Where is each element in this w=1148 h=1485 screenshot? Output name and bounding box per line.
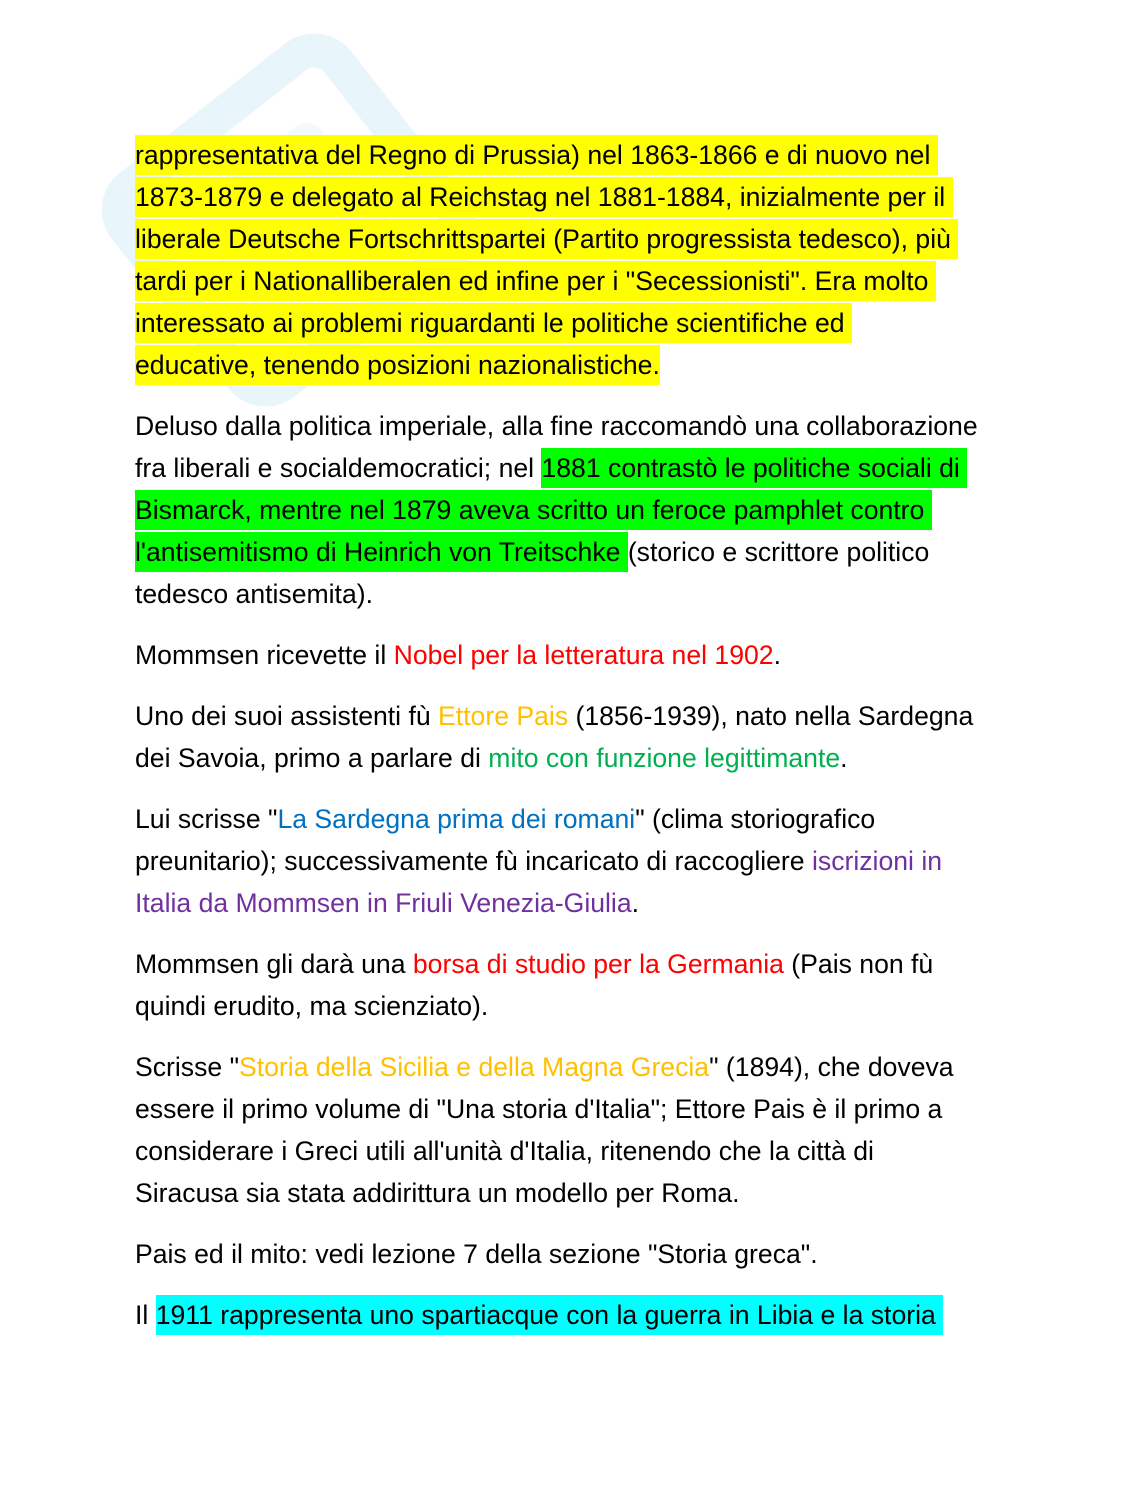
text-segment: tedesco antisemita).: [135, 579, 373, 609]
text-segment: Uno dei suoi assistenti fù: [135, 701, 439, 731]
highlighted-text: rappresentativa del Regno di Prussia) nel 1863-1866 e di nuovo nel: [135, 135, 938, 175]
text-line: [135, 737, 1135, 779]
highlighted-text: interessato ai problemi riguardanti le politiche scientifiche ed: [135, 303, 852, 343]
text-line: [135, 531, 1135, 573]
text-segment: .: [773, 640, 781, 670]
text-line: [135, 447, 1135, 489]
text-segment: Scrisse ": [135, 1052, 240, 1082]
text-line: [135, 1088, 1135, 1130]
paragraph: [135, 1294, 1135, 1336]
text-line: [135, 1172, 1135, 1214]
document-body: [135, 134, 1135, 1355]
text-line: [135, 260, 1135, 302]
text-line: [135, 1294, 1135, 1336]
text-line: [135, 344, 1135, 386]
colored-text: Ettore Pais: [438, 701, 569, 731]
text-line: [135, 302, 1135, 344]
text-segment: Il: [135, 1300, 156, 1330]
text-segment: dei Savoia, primo a parlare di: [135, 743, 489, 773]
paragraph: [135, 134, 1135, 386]
text-segment: Pais ed il mito: vedi lezione 7 della sezione "Storia greca".: [135, 1239, 818, 1269]
text-segment: fra liberali e socialdemocratici; nel: [135, 453, 542, 483]
highlighted-text: liberale Deutsche Fortschrittspartei (Partito progressista tedesco), più: [135, 219, 958, 259]
text-line: [135, 573, 1135, 615]
paragraph: [135, 798, 1135, 924]
paragraph: [135, 695, 1135, 779]
text-segment: quindi erudito, ma scienziato).: [135, 991, 489, 1021]
text-segment: essere il primo volume di "Una storia d'Italia"; Ettore Pais è il primo a: [135, 1094, 943, 1124]
text-segment: Deluso dalla politica imperiale, alla fine raccomandò una collaborazione: [135, 411, 978, 441]
text-segment: " (clima storiografico: [635, 804, 876, 834]
paragraph: [135, 405, 1135, 615]
highlighted-text: Bismarck, mentre nel 1879 aveva scritto un feroce pamphlet contro: [135, 490, 932, 530]
colored-text: Nobel per la letteratura nel 1902: [393, 640, 774, 670]
text-line: [135, 405, 1135, 447]
highlighted-text: tardi per i Nationalliberalen ed infine per i "Secessionisti". Era molto: [135, 261, 936, 301]
paragraph: [135, 634, 1135, 676]
text-line: [135, 798, 1135, 840]
text-segment: (1856-1939), nato nella Sardegna: [568, 701, 974, 731]
paragraph: [135, 1233, 1135, 1275]
highlighted-text: educative, tenendo posizioni nazionalistiche.: [135, 345, 660, 385]
text-line: [135, 218, 1135, 260]
text-line: [135, 134, 1135, 176]
paragraph: [135, 1046, 1135, 1214]
paragraph: [135, 943, 1135, 1027]
text-segment: preunitario); successivamente fù incaricato di raccogliere: [135, 846, 812, 876]
highlighted-text: l'antisemitismo di Heinrich von Treitschke: [135, 532, 628, 572]
text-segment: Siracusa sia stata addirittura un modello per Roma.: [135, 1178, 740, 1208]
text-line: [135, 489, 1135, 531]
text-segment: .: [631, 888, 640, 918]
text-segment: (storico e scrittore politico: [627, 537, 930, 567]
text-segment: " (1894), che doveva: [709, 1052, 954, 1082]
text-line: [135, 1046, 1135, 1088]
text-segment: (Pais non fù: [783, 949, 934, 979]
highlighted-text: 1881 contrastò le politiche sociali di: [541, 448, 967, 488]
text-segment: Mommsen gli darà una: [135, 949, 413, 979]
text-segment: .: [840, 743, 848, 773]
colored-text: borsa di studio per la Germania: [412, 949, 784, 979]
text-line: [135, 1130, 1135, 1172]
text-line: [135, 695, 1135, 737]
colored-text: iscrizioni in: [811, 846, 943, 876]
colored-text: La Sardegna prima dei romani: [277, 804, 636, 834]
text-line: [135, 634, 1135, 676]
text-segment: considerare i Greci utili all'unità d'Italia, ritenendo che la città di: [135, 1136, 874, 1166]
text-line: [135, 943, 1135, 985]
text-line: [135, 840, 1135, 882]
highlighted-text: 1873-1879 e delegato al Reichstag nel 1881-1884, inizialmente per il: [135, 177, 953, 217]
text-line: [135, 882, 1135, 924]
text-line: [135, 985, 1135, 1027]
colored-text: mito con funzione legittimante: [488, 743, 841, 773]
text-line: [135, 176, 1135, 218]
text-segment: Mommsen ricevette il: [135, 640, 394, 670]
text-line: [135, 1233, 1135, 1275]
highlighted-text: 1911 rappresenta uno spartiacque con la guerra in Libia e la storia: [156, 1295, 944, 1335]
colored-text: Storia della Sicilia e della Magna Grecia: [239, 1052, 710, 1082]
colored-text: Italia da Mommsen in Friuli Venezia-Giulia: [135, 888, 632, 918]
text-segment: Lui scrisse ": [135, 804, 278, 834]
